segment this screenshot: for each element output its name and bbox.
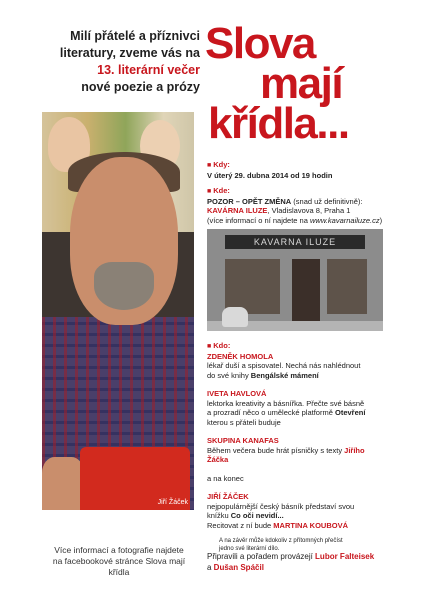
organizers <box>207 552 407 573</box>
facebook-info-line-1: Více informací a fotografie najdete <box>54 545 184 555</box>
title-line-2: mají <box>260 59 343 108</box>
performer-3-name: SKUPINA KANAFAS <box>207 436 279 445</box>
intro-text <box>50 28 200 96</box>
title-line-1: Slova <box>205 19 315 68</box>
when-label: ■ Kdy: <box>207 160 407 171</box>
performer-4-reciter: MARTINA KOUBOVÁ <box>273 520 349 530</box>
intro-line-4: nové poezie a prózy <box>81 80 200 94</box>
event-title <box>205 19 420 148</box>
performer-4-desc: nejpopulárnější český básník představí svou <box>207 501 355 511</box>
organizers-joiner: a <box>207 562 214 572</box>
performer-2-desc: lektorka kreativity a básnířka. Přečte své básně <box>207 398 365 408</box>
performer-2-platform: Otevření <box>334 408 366 417</box>
performer-1-desc-2: do své knihy <box>207 370 251 380</box>
title-line-3: křídla... <box>208 99 349 148</box>
performer-3-desc: Během večera bude hrát písničky s texty <box>207 445 345 455</box>
performer-1-name: ZDENĚK HOMOLA <box>207 351 274 361</box>
performer-4-book: Co oči nevidí... <box>230 511 284 520</box>
when-text: V úterý 29. dubna 2014 od 19 hodin <box>207 170 333 180</box>
performer-1-desc: lékař duší a spisovatel. Nechá nás nahlédnout <box>207 361 361 370</box>
cafe-window <box>327 259 367 314</box>
scooter <box>222 307 248 327</box>
cafe-url[interactable]: www.kavarnailuze.cz <box>309 215 380 225</box>
intro-line-1: Milí přátelé a příznivci <box>70 29 200 43</box>
closing-note <box>207 537 407 553</box>
more-info-suffix: ) <box>379 215 383 225</box>
performer-2-desc-2: a prozradí něco o umělecké platformě <box>207 408 335 417</box>
closing-note-line-1: A na závěr může kdokoliv z přítomných přečíst <box>219 538 343 544</box>
performer-1-book: Bengálské mámení <box>250 370 319 380</box>
photo-caption: Jiří Žáček <box>157 499 188 506</box>
performer-2-name: IVETA HAVLOVÁ <box>207 389 267 398</box>
hand <box>42 457 84 510</box>
who-label: ■ Kdo: <box>207 341 407 352</box>
cafe-window <box>225 259 280 314</box>
where-section <box>207 186 407 225</box>
intro-event-number: 13. literární večer <box>97 63 200 77</box>
venue-note: (snad už definitivně): <box>291 196 363 206</box>
organizer-1: Lubor Falteisek <box>315 552 375 561</box>
beard <box>94 262 154 310</box>
organizer-2: Dušan Spáčil <box>213 562 264 572</box>
intro-line-2: literatury, zveme vás na <box>59 46 200 60</box>
portrait-photo <box>42 112 194 510</box>
facebook-info-line-2: na facebookové stránce Slova mají křídla <box>52 556 186 577</box>
cafe-sign: KAVARNA ILUZE <box>225 235 365 249</box>
when-section <box>207 160 407 180</box>
finally-text: a na konec <box>207 473 244 483</box>
who-section <box>207 341 407 553</box>
organizers-prefix: Připravili a pořadem provázejí <box>207 552 316 561</box>
closing-note-line-2: jedno své literární dílo. <box>219 546 280 552</box>
performer-2-desc-3: kterou s přáteli buduje <box>207 417 281 427</box>
performer-3-author-2: Žáčka <box>207 455 229 464</box>
performer-4-desc-2: knížku <box>207 511 231 520</box>
performer-4-name: JIŘÍ ŽÁČEK <box>207 492 249 501</box>
cafe-name: KAVÁRNA ILUZE <box>207 206 268 215</box>
cafe-address: , Vladislavova 8, Praha 1 <box>267 206 351 215</box>
cafe-photo <box>207 229 383 331</box>
where-label: ■ Kde: <box>207 186 407 197</box>
facebook-info <box>44 545 194 578</box>
venue-change: POZOR – OPĚT ZMĚNA <box>207 196 292 206</box>
performer-3-author: Jiřího <box>344 445 365 455</box>
performer-4-desc-3: Recitovat z ní bude <box>207 520 274 530</box>
more-info-prefix: (více informací o ní najdete na <box>207 215 310 225</box>
